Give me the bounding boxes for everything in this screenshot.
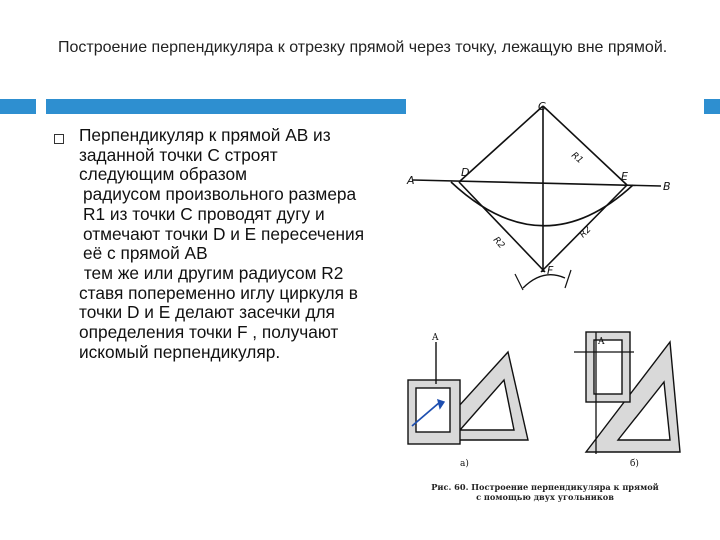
- label-a-left: A: [432, 333, 439, 343]
- bullet-text: [79, 126, 369, 362]
- arc-notch-f: [523, 275, 565, 288]
- label-r2-right: R2: [578, 224, 594, 241]
- label-r1: R1: [569, 150, 585, 167]
- figure-caption: [405, 482, 685, 502]
- label-c: C: [538, 100, 546, 113]
- set-squares-diagram: [398, 322, 698, 504]
- accent-bar-right: [704, 99, 720, 114]
- paragraph-step-1: радиусом произвольного размера R1 из точки С проводят дугу и отмечают точки D и E пересечения её с прямой АВ: [83, 184, 365, 264]
- caption-line-1: Рис. 60. Построение перпендикуляра к прямой: [431, 482, 659, 492]
- label-a-right: A: [598, 337, 605, 347]
- label-sub-b: б): [630, 459, 639, 469]
- label-b: B: [663, 180, 671, 193]
- construction-diagram: [405, 92, 675, 310]
- caption-line-2: с помощью двух угольников: [476, 492, 614, 502]
- radius-df: [459, 182, 545, 272]
- paragraph-step-2: тем же или другим радиусом R2 ставя попеременно иглу циркуля в точки D и E делают засечки для определения точки F , получают искомый перпендикуляр.: [79, 262, 363, 362]
- paragraph-intro: Перпендикуляр к прямой АВ из заданной точки С строят следующим образом: [79, 125, 331, 185]
- radius-cd: [459, 106, 543, 182]
- label-r2-left: R2: [490, 235, 507, 251]
- label-a: A: [407, 174, 415, 187]
- slide-title: Построение перпендикуляра к отрезку прямой через точку, лежащую вне прямой.: [58, 39, 668, 56]
- square-bullet-icon: [54, 134, 64, 144]
- label-f: F: [547, 264, 554, 277]
- label-e: E: [621, 170, 628, 183]
- accent-bar-left: [0, 99, 36, 114]
- arc-r1: [451, 182, 633, 226]
- label-d: D: [461, 166, 470, 179]
- accent-bar-main: [46, 99, 406, 114]
- radius-ce: [543, 106, 627, 185]
- label-sub-a: а): [460, 459, 469, 469]
